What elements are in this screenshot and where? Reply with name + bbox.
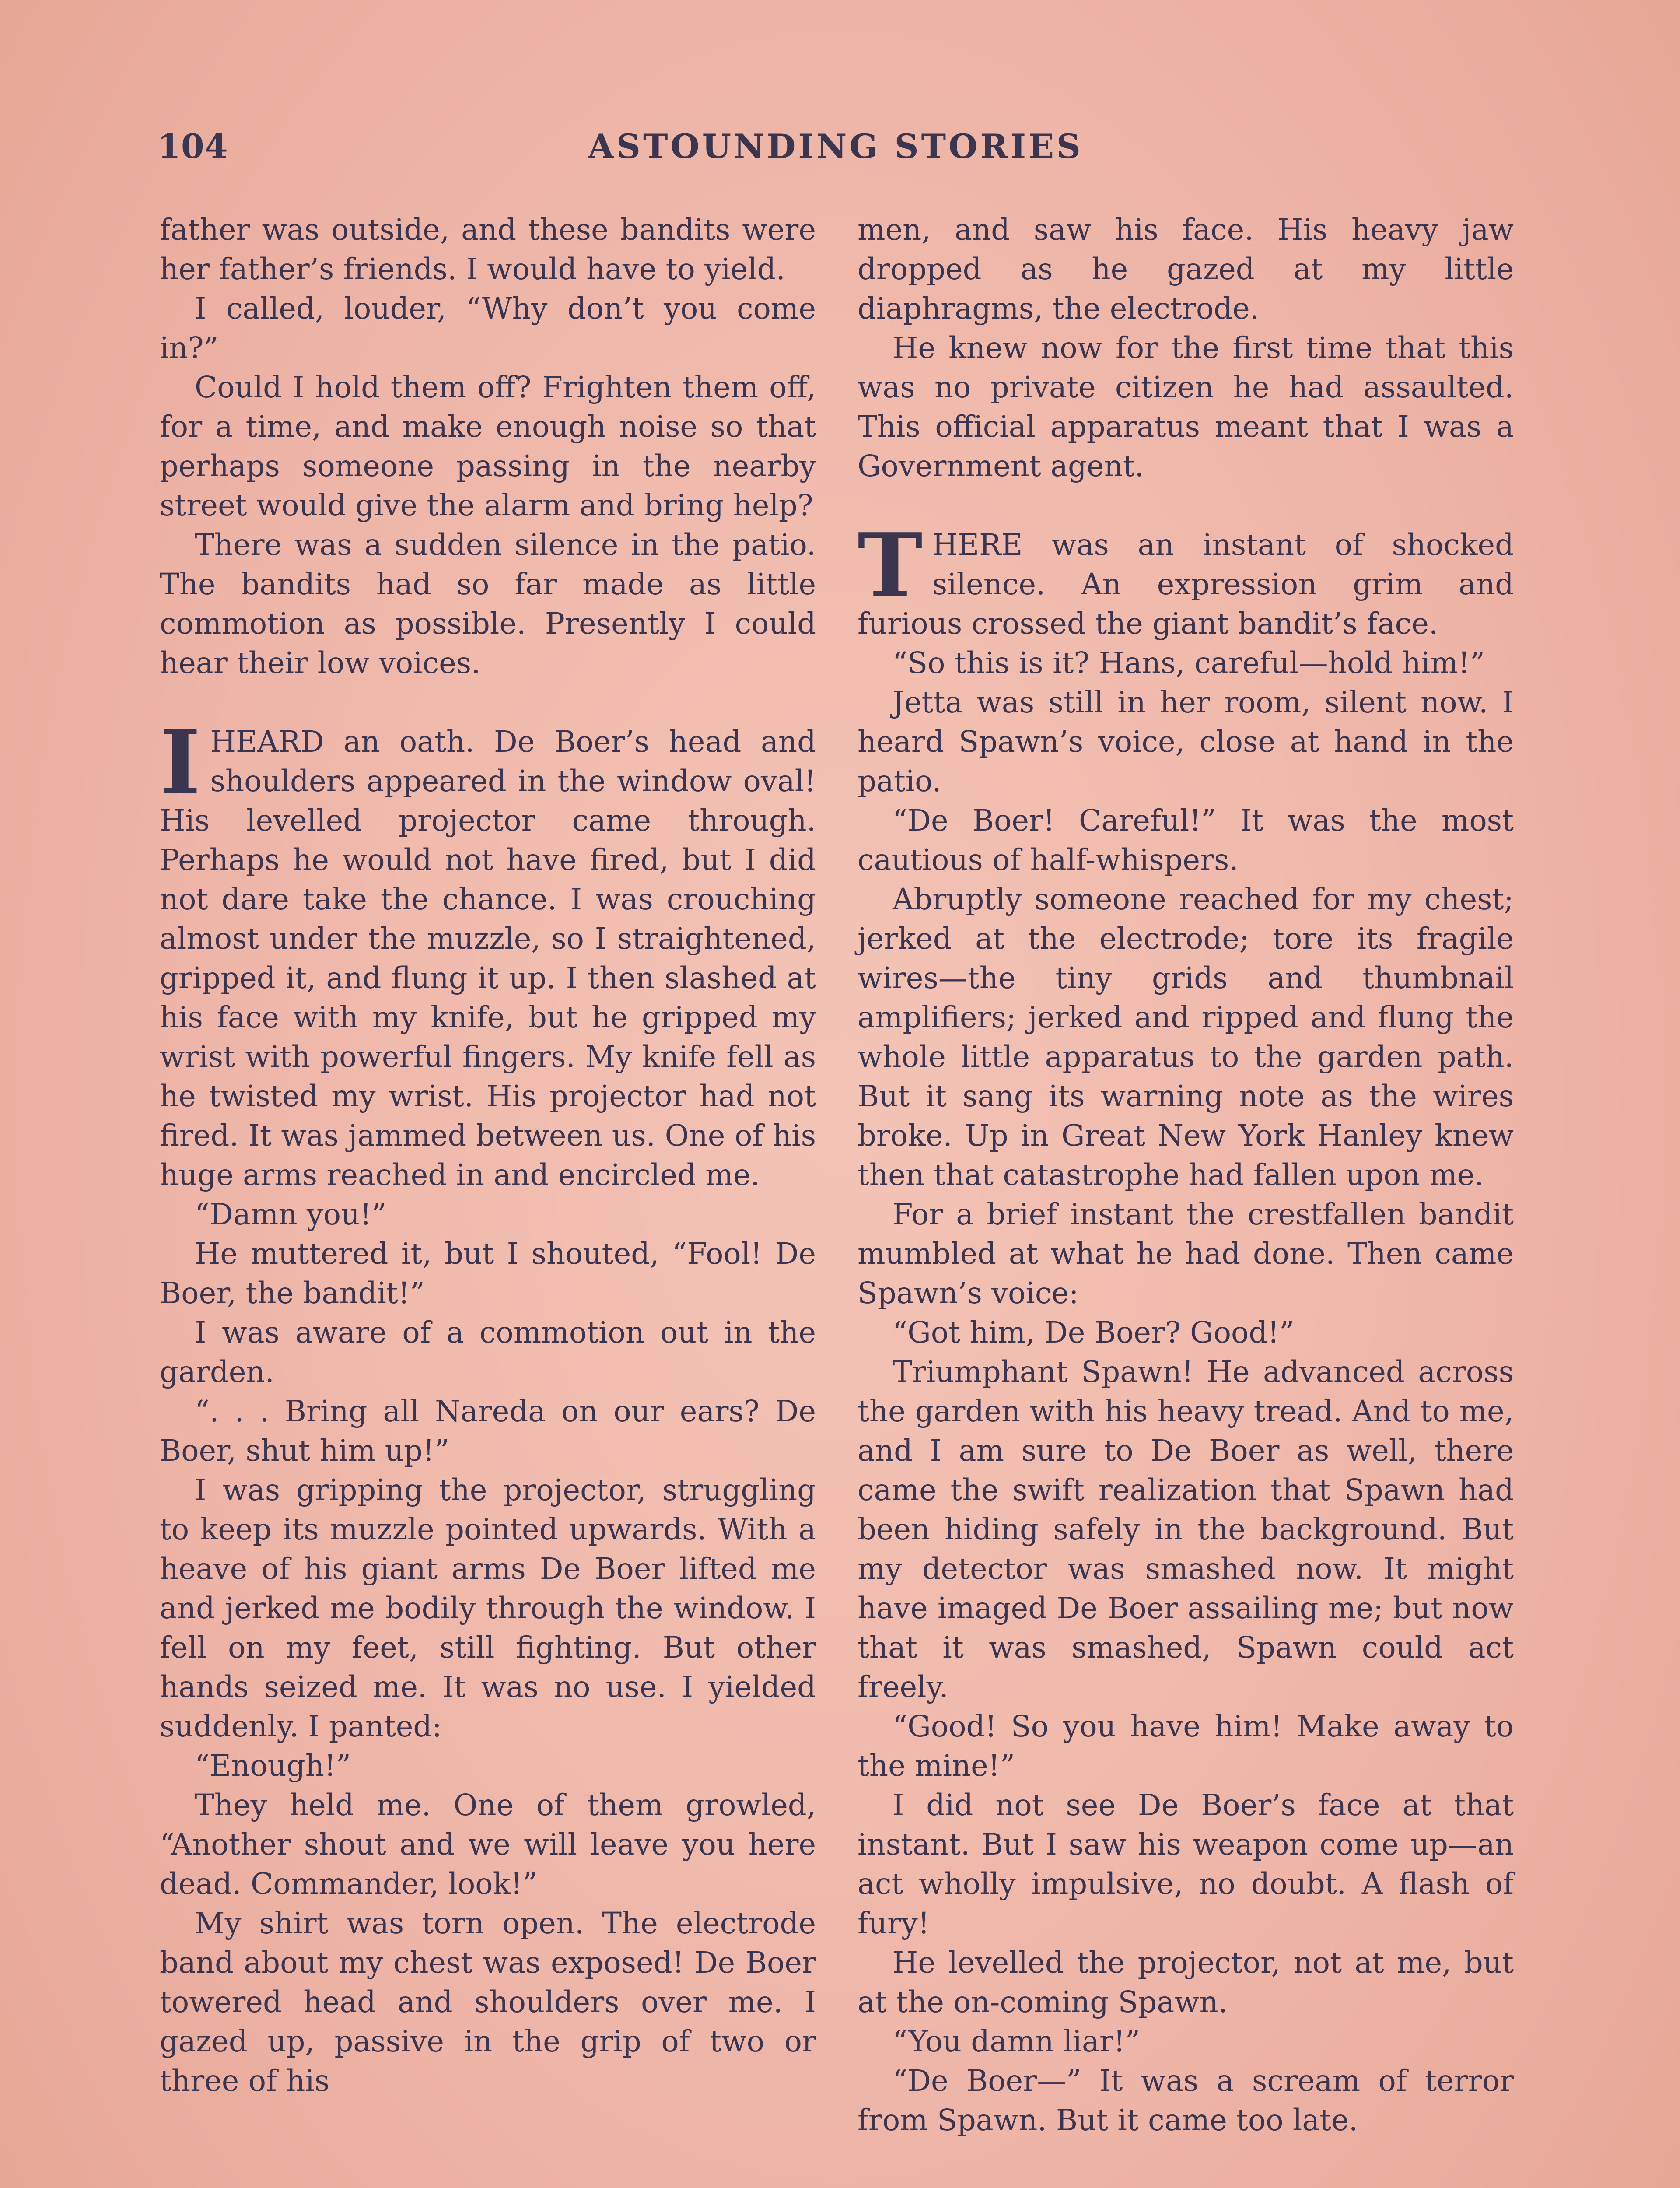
paragraph: He muttered it, but I shouted, “Fool! De Boer, the bandit!”: [160, 1237, 816, 1310]
section-paragraph: [160, 711, 816, 1195]
paragraph: “. . . Bring all Nareda on our ears? De Boer, shut him up!”: [160, 1394, 816, 1468]
drop-cap: T: [858, 514, 923, 617]
paragraph: I did not see De Boer’s face at that instant. But I saw his weapon come up—an act wholly impulsive, no doubt. A flash of fury!: [858, 1788, 1514, 1940]
page-header: [158, 127, 1514, 175]
drop-cap: I: [160, 711, 201, 814]
magazine-title: ASTOUNDING STORIES: [588, 127, 1083, 166]
paragraph: “Good! So you have him! Make away to the mine!”: [858, 1709, 1514, 1783]
paragraph: “You damn liar!”: [892, 2024, 1141, 2058]
page-number: 104: [158, 127, 228, 166]
paragraph: There was a sudden silence in the patio. The bandits had so far made as little commotion as possible. Presently I could hear their low voices.: [160, 528, 816, 680]
paragraph: Jetta was still in her room, silent now. I heard Spawn’s voice, close at hand in the patio.: [858, 685, 1514, 798]
left-column: [160, 210, 816, 2100]
paragraph: “Enough!”: [195, 1749, 351, 1783]
paragraph: Triumphant Spawn! He advanced across the garden with his heavy tread. And to me, and I am sure to De Boer as well, there came the swift realization that Spawn had been hiding safely in the background. But my detector was smashed now. It might have imaged De Boer assailing me; but now that it was smashed, Spawn could act freely.: [858, 1355, 1514, 1704]
paragraph: “De Boer—” It was a scream of terror from Spawn. But it came too late.: [858, 2064, 1514, 2137]
paragraph-text: HERE was an instant of shocked silence. An expression grim and furious crossed the giant bandit’s face.: [858, 528, 1514, 641]
paragraph: I was gripping the projector, struggling to keep its muzzle pointed upwards. With a heave of his giant arms De Boer lifted me and jerked me bodily through the window. I fell on my feet, still fighting. But other hands seized me. It was no use. I yielded suddenly. I panted:: [160, 1473, 816, 1743]
right-column: [858, 210, 1514, 2140]
paragraph: I called, louder, “Why don’t you come in?”: [160, 291, 816, 365]
section-paragraph: [858, 514, 1514, 643]
paragraph: “Got him, De Boer? Good!”: [892, 1315, 1295, 1350]
paragraph: My shirt was torn open. The electrode band about my chest was exposed! De Boer towered head and shoulders over me. I gazed up, passive in the grip of two or three of his: [160, 1906, 816, 2098]
paragraph: “So this is it? Hans, careful—hold him!”: [892, 646, 1485, 680]
paragraph: I was aware of a commotion out in the garden.: [160, 1315, 816, 1389]
paragraph: For a brief instant the crestfallen bandit mumbled at what he had done. Then came Spawn’s voice:: [858, 1197, 1514, 1310]
paragraph: “Damn you!”: [195, 1197, 387, 1231]
paragraph: Could I hold them off? Frighten them off, for a time, and make enough noise so that perhaps someone passing in the nearby street would give the alarm and bring help?: [160, 370, 816, 522]
paragraph: “De Boer! Careful!” It was the most cautious of half-whispers.: [858, 803, 1514, 877]
paragraph: They held me. One of them growled, “Another shout and we will leave you here dead. Commander, look!”: [160, 1788, 816, 1901]
paragraph: He knew now for the first time that this was no private citizen he had assaulted. This official apparatus meant that I was a Government agent.: [858, 331, 1514, 483]
paragraph: men, and saw his face. His heavy jaw dropped as he gazed at my little diaphragms, the electrode.: [858, 213, 1514, 326]
paragraph: father was outside, and these bandits were her father’s friends. I would have to yield.: [160, 213, 816, 286]
paragraph: He levelled the projector, not at me, but at the on-coming Spawn.: [858, 1946, 1514, 2019]
paragraph: Abruptly someone reached for my chest; jerked at the electrode; tore its fragile wires—the tiny grids and thumbnail amplifiers; jerked and ripped and flung the whole little apparatus to the garden path. But it sang its warning note as the wires broke. Up in Great New York Hanley knew then that catastrophe had fallen upon me.: [858, 882, 1514, 1192]
paragraph-text: HEARD an oath. De Boer’s head and shoulders appeared in the window oval! His levelled projector came through. Perhaps he would not have fired, but I did not dare take the chance. I was crouching almost under the muzzle, so I straightened, gripped it, and flung it up. I then slashed at his face with my knife, but he gripped my wrist with powerful fingers. My knife fell as he twisted my wrist. His projector had not fired. It was jammed between us. One of his huge arms reached in and encircled me.: [160, 725, 816, 1192]
